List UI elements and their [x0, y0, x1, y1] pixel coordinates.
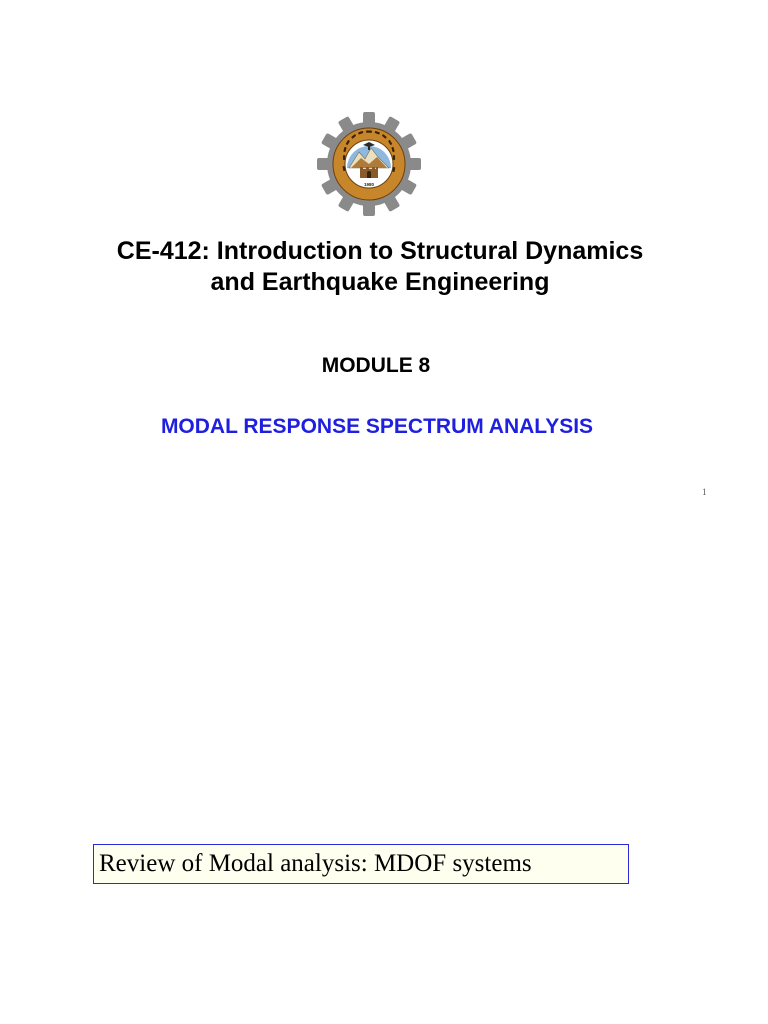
page-number: 1: [702, 487, 707, 497]
module-topic: MODAL RESPONSE SPECTRUM ANALYSIS: [160, 415, 594, 438]
seal-year: 1980: [363, 182, 375, 187]
course-title-line-2: and Earthquake Engineering: [210, 268, 550, 296]
course-title: [0, 236, 760, 298]
university-logo: [313, 112, 425, 216]
module-number: MODULE 8: [321, 354, 431, 377]
review-section-box: Review of Modal analysis: MDOF systems: [93, 844, 629, 884]
course-title-line-1: CE-412: Introduction to Structural Dynamics: [116, 237, 644, 265]
